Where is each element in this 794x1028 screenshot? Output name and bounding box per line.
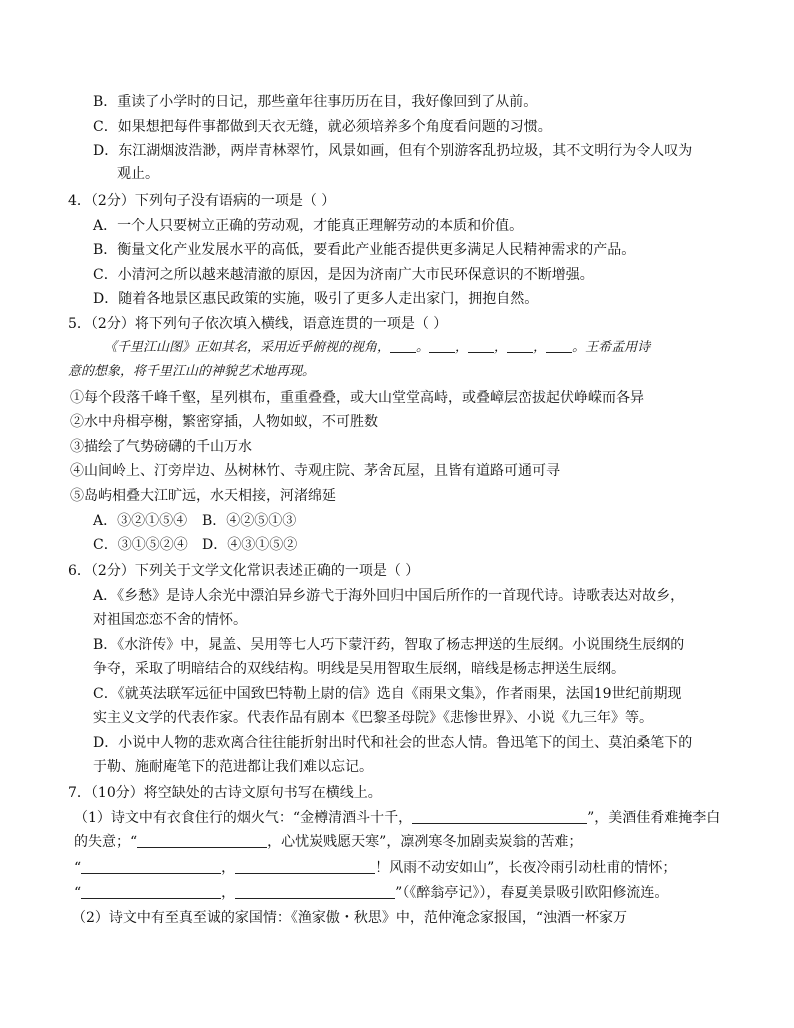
q7-text: 的失意；“ (74, 834, 138, 850)
q7-blank-6[interactable] (235, 884, 395, 899)
q3-option-c: C．如果想把每件事都做到天衣无缝，就必须培养多个角度看问题的习惯。 (93, 119, 552, 135)
q5-blank-5[interactable] (546, 338, 572, 353)
q6-option-a-cont: 对祖国恋恋不舍的情怀。 (93, 612, 247, 628)
q5-blank-1[interactable] (390, 338, 416, 353)
q7-text: （1）诗文中有衣食住行的烟火气：“金樽清酒斗十千， (74, 810, 413, 826)
q5-sentence-4: ④山间岭上、汀旁岸边、丛树林竹、寺观庄院、茅舍瓦屋，且皆有道路可通可寻 (70, 463, 560, 479)
q5-option-a: A．③②①⑤④ (93, 513, 188, 529)
q7-text: ！风雨不动安如山”，长夜冷雨引动杜甫的情怀； (375, 860, 677, 876)
q3-option-d-cont: 观止。 (117, 166, 159, 182)
q7-part1-line4 (74, 883, 668, 903)
q6-option-a: A．《乡愁》是诗人余光中漂泊异乡游弋于海外回归中国后所作的一首现代诗。诗歌表达对故乡， (93, 588, 685, 604)
q3-option-b: B．重读了小学时的日记，那些童年往事历历在目，我好像回到了从前。 (93, 94, 538, 110)
q5-sentence-5: ⑤岛屿相叠大江旷远，水天相接，河渚绵延 (70, 488, 336, 504)
q7-stem: 7．（10分）将空缺处的古诗文原句书写在横线上。 (68, 785, 382, 801)
q7-part1-line1 (74, 808, 720, 828)
q5-blank-2[interactable] (429, 338, 455, 353)
q6-option-b: B．《水浒传》中，晁盖、吴用等七人巧下蒙汗药，智取了杨志押送的生辰纲。小说围绕生辰纲的 (93, 637, 685, 653)
q5-sentence-2: ②水中舟楫亭榭，繁密穿插，人物如蚁，不可胜数 (70, 414, 378, 430)
q4-option-d: D．随着各地景区惠民政策的实施，吸引了更多人走出家门，拥抱自然。 (93, 291, 539, 307)
q5-option-b: B．④②⑤①③ (202, 513, 297, 529)
q4-option-c: C．小清河之所以越来越清澈的原因，是因为济南广大市民环保意识的不断增强。 (93, 267, 594, 283)
q4-option-b: B．衡量文化产业发展水平的高低，要看此产业能否提供更多满足人民精神需求的产品。 (93, 242, 636, 258)
q6-option-d: D．小说中人物的悲欢离合往往能折射出时代和社会的世态人情。鲁迅笔下的闰土、莫泊桑笔下的 (93, 735, 693, 751)
q6-option-b-cont: 争夺，采取了明暗结合的双线结构。明线是吴用智取生辰纲，暗线是杨志押送生辰纲。 (93, 661, 625, 677)
q6-stem: 6．（2分）下列关于文学文化常识表述正确的一项是（ ） (68, 563, 420, 579)
q6-option-c-cont: 实主义文学的代表作家。代表作品有剧本《巴黎圣母院》《悲惨世界》、小说《九三年》等。 (93, 710, 653, 726)
q5-punct-1: 。 (416, 340, 430, 355)
q7-blank-4[interactable] (235, 859, 375, 874)
q7-blank-1[interactable] (412, 809, 587, 824)
q7-part2-line1: （2）诗文中有至真至诚的家国情：《渔家傲・秋思》中，范仲淹念家报国，“浊酒一杯家万 (72, 910, 628, 926)
q5-punct-4: ， (533, 340, 547, 355)
q4-option-a: A．一个人只要树立正确的劳动观，才能真正理解劳动的本质和价值。 (93, 218, 524, 234)
q5-punct-3: ， (494, 340, 508, 355)
q7-text: ，心忧炭贱愿天寒”，凛冽寒冬加剧卖炭翁的苦难； (267, 834, 583, 850)
q5-stem: 5．（2分）将下列句子依次填入横线，语意连贯的一项是（ ） (68, 316, 448, 332)
q6-option-d-cont: 于勒、施耐庵笔下的范进都让我们难以忘记。 (93, 759, 373, 775)
q7-text: ”（《醉翁亭记》），春夏美景吸引欧阳修流连。 (395, 885, 669, 901)
q6-option-c: C．《就英法联军远征中国致巴特勒上尉的信》选自《雨果文集》，作者雨果，法国19世纪前期现 (93, 686, 682, 702)
q5-option-d: D．④③①⑤② (202, 537, 298, 553)
q7-blank-3[interactable] (81, 859, 221, 874)
q7-part1-line3 (74, 858, 676, 878)
q5-option-c: C．③①⑤②④ (93, 537, 188, 553)
q3-option-d: D．东江湖烟波浩渺，两岸青林翠竹，风景如画，但有个别游客乱扔垃圾，其不文明行为令人叹为 (93, 143, 693, 159)
q7-text: ， (221, 885, 236, 901)
q5-passage-cont: 意的想象，将千里江山的神貌艺术地再现。 (68, 364, 316, 379)
q5-passage-text: 《千里江山图》正如其名，采用近乎俯视的视角， (104, 340, 391, 355)
q5-blank-3[interactable] (468, 338, 494, 353)
q5-blank-4[interactable] (507, 338, 533, 353)
q5-passage (104, 338, 650, 358)
q7-part1-line2 (74, 832, 582, 852)
q5-sentence-1: ①每个段落千峰千壑，星列棋布，重重叠叠，或大山堂堂高峙，或叠嶂层峦拔起伏峥嵘而各异 (70, 390, 644, 406)
q5-punct-2: ， (455, 340, 469, 355)
q5-sentence-3: ③描绘了气势磅礴的千山万水 (70, 439, 252, 455)
q7-text: “ (74, 860, 82, 876)
q7-text: “ (74, 885, 82, 901)
q5-passage-end: 。王希孟用诗 (572, 340, 651, 355)
q4-stem: 4．（2分）下列句子没有语病的一项是（ ） (68, 193, 336, 209)
q7-blank-2[interactable] (137, 833, 267, 848)
q7-text: ”，美酒佳肴难掩李白 (587, 810, 721, 826)
q7-text: ， (221, 860, 236, 876)
q7-blank-5[interactable] (81, 884, 221, 899)
